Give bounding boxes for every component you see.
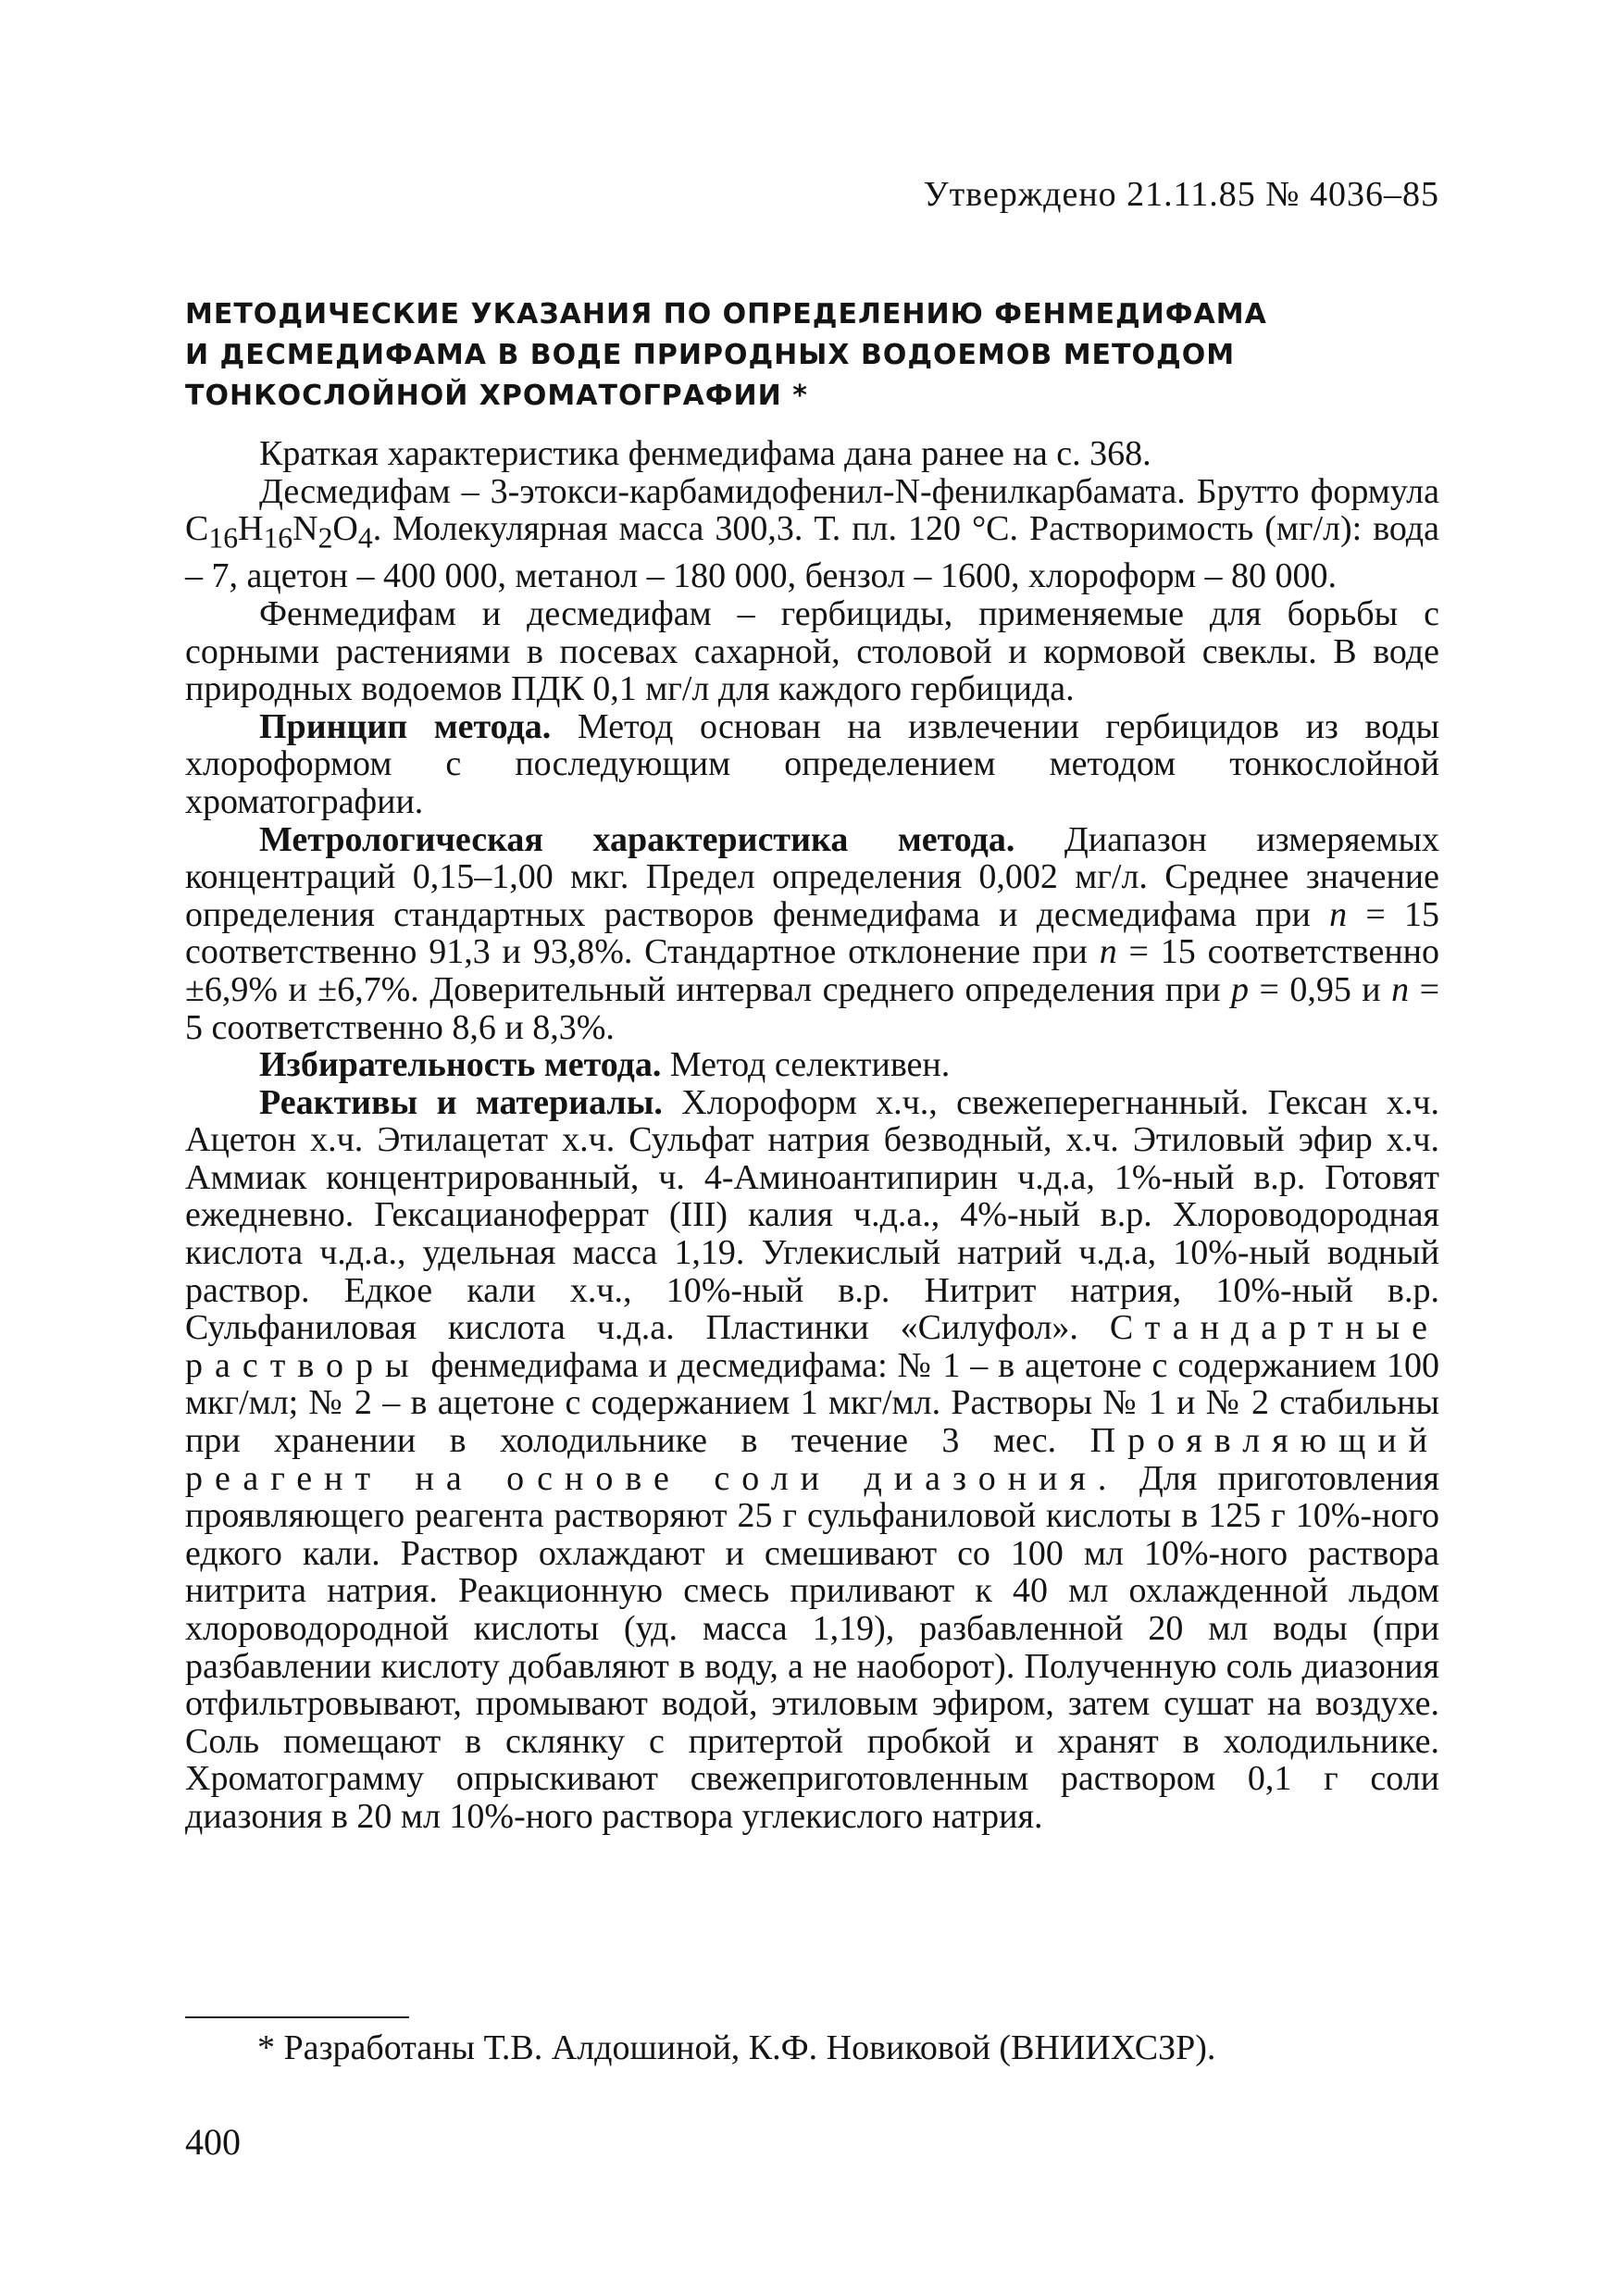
title-line-1: МЕТОДИЧЕСКИЕ УКАЗАНИЯ ПО ОПРЕДЕЛЕНИЮ ФЕНМЕДИФАМА (185, 298, 1267, 331)
paragraph-fenmedipham-ref (185, 435, 1439, 473)
paragraph-text: фенмедифама и десмедифама: № 1 – в ацетоне с содержанием 100 мкг/мл; № 2 – в ацетоне с содержанием 1 мкг/мл. Растворы № 1 и № 2 стабильны при хранении в холодильнике в течение 3 мес. (185, 1345, 1439, 1461)
title-line-2: И ДЕСМЕДИФАМА В ВОДЕ ПРИРОДНЫХ ВОДОЕМОВ МЕТОДОМ (185, 339, 1236, 371)
paragraph-method-principle (185, 708, 1439, 821)
variable-n: n (1391, 969, 1410, 1009)
paragraph-lead: Метрологическая характеристика метода. (259, 819, 1015, 859)
formula-subscript: 16 (263, 521, 293, 555)
spaced-term: Проявляющий реагент на основе соли диазония. (185, 1421, 1439, 1498)
formula-element: N (292, 509, 318, 549)
variable-n: n (1099, 932, 1117, 972)
footnote-divider (185, 2016, 409, 2018)
paragraph-text: Десмедифам – 3-этокси-карбамидофенил-N-фенилкарбамата. Брутто формула C (185, 471, 1439, 549)
paragraph-lead: Принцип метода. (259, 706, 552, 746)
paragraph-text: Для приготовления проявляющего реагента растворяют 25 г сульфаниловой кислоты в 125 г 10%-ного едкого кали. Раствор охлаждают и смешивают со 100 мл 10%-ного раствора нитрита натрия. Реакционную смесь приливают к 40 мл охлажденной льдом хлороводородной кислоты (уд. масса 1,19), разбавленной 20 мл воды (при разбавлении кислоту добавляют в воду, а не наоборот). Полученную соль диазония отфильтровывают, промывают водой, этиловым эфиром, затем сушат на воздухе. Соль помещают в склянку с притертой пробкой и хранят в холодильнике. Хроматограмму опрыскивают свежеприготовленным раствором 0,1 г соли диазония в 20 мл 10%-ного раствора углекислого натрия. (185, 1458, 1439, 1836)
footnote: * Разработаны Т.В. Алдошиной, К.Ф. Новиковой (ВНИИХСЗР). (257, 2028, 1216, 2067)
variable-p: p (1231, 969, 1250, 1009)
page-number: 400 (185, 2121, 241, 2163)
document-body (185, 435, 1439, 1836)
paragraph-text: Метод основан на извлечении гербицидов из воды хлороформом с последующим определением методом тонкослойной хроматографии. (185, 706, 1439, 821)
spaced-term: Стандартные растворы (185, 1308, 1439, 1385)
paragraph-text: . Молекулярная масса 300,3. Т. пл. 120 °С. Растворимость (мг/л): вода – 7, ацетон – 400 000, метанол – 180 000, бензол – 1600, хлороформ – 80 000. (185, 509, 1439, 596)
title-line-3: ТОНКОСЛОЙНОЙ ХРОМАТОГРАФИИ * (185, 380, 808, 412)
paragraph-text: Фенмедифам и десмедифам – гербициды, применяемые для борьбы с сорными растениями в посевах сахарной, столовой и кормовой свеклы. В воде природных водоемов ПДК 0,1 мг/л для каждого гербицида. (185, 593, 1439, 709)
approval-line: Утверждено 21.11.85 № 4036–85 (923, 175, 1439, 214)
paragraph-lead: Избирательность метода. (259, 1045, 662, 1085)
formula-subscript: 16 (208, 521, 239, 555)
variable-n: n (1329, 894, 1348, 934)
formula-element: O (332, 509, 358, 549)
paragraph-selectivity (185, 1046, 1439, 1084)
formula-element: H (238, 509, 264, 549)
paragraph-lead: Реактивы и материалы. (259, 1082, 663, 1122)
paragraph-metrology (185, 821, 1439, 1047)
formula-subscript: 4 (357, 521, 373, 555)
paragraph-text: Метод селективен. (661, 1045, 951, 1085)
paragraph-text: = 15 соответственно ±6,9% и ±6,7%. Доверительный интервал среднего определения при (185, 932, 1439, 1009)
paragraph-text: Хлороформ х.ч., свежеперегнанный. Гексан х.ч. Ацетон х.ч. Этилацетат х.ч. Сульфат натрия безводный, х.ч. Этиловый эфир х.ч. Аммиак концентрированный, ч. 4-Аминоантипирин ч.д.а, 1%-ный в.р. Готовят ежедневно. Гексацианоферрат (III) калия ч.д.а., 4%-ный в.р. Хлороводородная кислота ч.д.а., удельная масса 1,19. Углекислый натрий ч.д.а, 10%-ный водный раствор. Едкое кали х.ч., 10%-ный в.р. Нитрит натрия, 10%-ный в.р. Сульфаниловая кислота ч.д.а. Пластинки «Силуфол». (185, 1082, 1439, 1348)
paragraph-herbicides (185, 595, 1439, 708)
paragraph-text: = 0,95 и (1249, 969, 1392, 1009)
paragraph-text: = 15 соответственно 91,3 и 93,8%. Стандартное отклонение при (185, 894, 1439, 972)
paragraph-text: Краткая характеристика фенмедифама дана ранее на с. 368. (259, 434, 1151, 473)
paragraph-text: = 5 соответственно 8,6 и 8,3%. (185, 969, 1439, 1047)
formula-subscript: 2 (317, 521, 333, 555)
paragraph-desmedipham (185, 473, 1439, 595)
paragraph-text: Диапазон измеряемых концентраций 0,15–1,00 мкг. Предел определения 0,002 мг/л. Среднее значение определения стандартных растворов фенмедифама и десмедифама при (185, 819, 1439, 934)
paragraph-reagents (185, 1084, 1439, 1836)
document-title (185, 294, 1444, 417)
